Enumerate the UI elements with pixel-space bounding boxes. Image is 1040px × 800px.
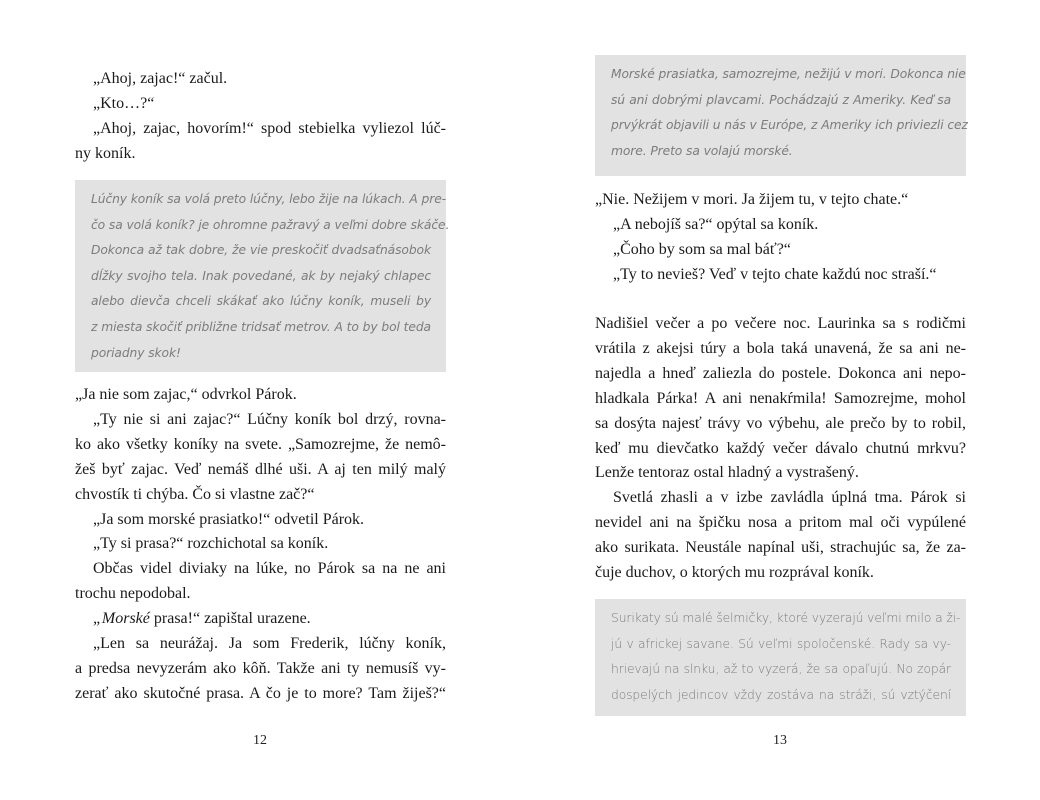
text-line: ako surikata. Neustále napínal uši, strachujúc sa, že za- xyxy=(595,539,966,557)
text-line: „Ja som morské prasiatko!“ odvetil Párok. xyxy=(93,510,365,528)
text-line: Občas videl diviaky na lúke, no Párok sa na ne ani xyxy=(93,560,446,578)
box-line: alebo dievča chceli skákať ako lúčny koník, museli by xyxy=(91,294,431,309)
text-line: chvostík ti chýba. Čo si vlastne zač?“ xyxy=(75,485,315,503)
box-line: jú v africkej savane. Sú veľmi spoločenské. Rady sa vy- xyxy=(611,636,951,651)
page-number-right: 13 xyxy=(773,733,787,748)
info-box-guinea-pig xyxy=(595,55,966,176)
text-line: „A nebojíš sa?“ opýtal sa koník. xyxy=(613,215,819,233)
box-line: dĺžky svojho tela. Inak povedané, ak by nejaký chlapec xyxy=(91,268,431,283)
text-line: „Ahoj, zajac, hovorím!“ spod stebielka vyliezol lúč- xyxy=(93,119,446,137)
text-fragment: prasa!“ zapištal urazene. xyxy=(153,610,311,628)
info-box-meerkats xyxy=(595,599,966,716)
text-line: vrátila z akejsi túry a bola taká unavená, že sa ani ne- xyxy=(595,339,966,357)
box-line: poriadny skok! xyxy=(91,345,181,360)
text-line: „Ja nie som zajac,“ odvrkol Párok. xyxy=(75,386,297,403)
text-line: najedla a hneď zaliezla do postele. Dokonca ani nepo- xyxy=(595,364,966,382)
right-paragraph-evening xyxy=(595,312,966,586)
italic-word: „Morské xyxy=(93,610,150,628)
box-line: Dokonca až tak dobre, že vie preskočiť dvadsaťnásobok xyxy=(91,243,431,258)
text-line: „Ahoj, zajac!“ začul. xyxy=(93,70,228,87)
left-opening-dialogue xyxy=(93,67,446,142)
text-line: „Ty si prasa?“ rozchichotal sa koník. xyxy=(93,535,329,553)
text-line: sa dosýta najesť trávy vo výbehu, ale prečo by to robil, xyxy=(595,414,966,432)
text-line: „Len sa neurážaj. Ja som Frederik, lúčny koník, xyxy=(93,635,446,653)
box-line: prvýkrát objavili u nás v Európe, z Ameriky ich priviezli cez xyxy=(611,118,968,133)
text-line xyxy=(75,607,446,632)
text-line: „Ty to nevieš? Veď v tejto chate každú noc straší.“ xyxy=(613,265,937,283)
box-line: hrievajú na slnku, až to vyzerá, že sa opaľujú. No zopár xyxy=(611,662,951,677)
text-line: žeš byť zajac. Veď nemáš dlhé uši. A aj ten milý malý xyxy=(75,460,446,478)
box-line: sú ani dobrými plavcami. Pochádzajú z Ameriky. Keď sa xyxy=(611,92,951,107)
box-line: Lúčny koník sa volá preto lúčny, lebo žije na lúkach. A pre- xyxy=(91,192,447,206)
text-line: „Čoho by som sa mal báť?“ xyxy=(613,240,791,258)
text-line: nevidel ani na špičku nosa a pritom mal oči vypúlené xyxy=(595,514,966,532)
text-line: trochu nepodobal. xyxy=(75,585,191,603)
text-line: „Nie. Nežijem v mori. Ja žijem tu, v tejto chate.“ xyxy=(595,191,909,208)
box-line: dospelých jedincov vždy zostáva na stráži, sú vztýčení xyxy=(611,687,951,702)
text-line: hladkala Párka! A ani nenakŕmila! Samozrejme, mohol xyxy=(595,389,966,407)
page-number-left: 12 xyxy=(253,733,267,748)
box-line: čo sa volá koník? je ohromne pažravý a veľmi dobre skáče. xyxy=(91,217,450,232)
left-dialogue-block xyxy=(75,383,446,707)
info-box-grasshopper xyxy=(75,180,450,372)
text-line: „Ty nie si ani zajac?“ Lúčny koník bol drzý, rovna- xyxy=(93,410,446,428)
text-line: ny koník. xyxy=(75,144,136,162)
left-opening-dialogue-end xyxy=(75,142,446,167)
text-line: čuje duchov, o ktorých mu rozprával koník. xyxy=(595,564,874,582)
text-line: ko ako všetky koníky na svete. „Samozrejme, že nemô- xyxy=(75,435,446,453)
text-line: Svetlá zhasli a v izbe zavládla úplná tma. Párok si xyxy=(613,489,966,507)
box-line: z miesta skočiť približne tridsať metrov. A to by bol teda xyxy=(91,319,431,334)
box-line: Morské prasiatka, samozrejme, nežijú v mori. Dokonca nie xyxy=(611,67,966,81)
text-line: „Kto…?“ xyxy=(93,94,155,112)
text-line: Nadišiel večer a po večere noc. Laurinka sa s rodičmi xyxy=(595,315,966,332)
text-line: a predsa nevyzerám ako kôň. Takže ani ty nemusíš vy- xyxy=(75,659,446,677)
box-line: more. Preto sa volajú morské. xyxy=(611,143,793,158)
text-line: zerať ako skutočné prasa. A čo je to more? Tam žiješ?“ xyxy=(75,684,446,702)
text-line: keď mu dievčatko každý večer dávalo chutnú mrkvu? xyxy=(595,439,966,457)
right-dialogue-block xyxy=(595,188,966,288)
text-line: Lenže tentoraz ostal hladný a vystrašený. xyxy=(595,464,859,482)
box-line: Surikaty sú malé šelmičky, ktoré vyzerajú veľmi milo a ži- xyxy=(611,611,961,625)
